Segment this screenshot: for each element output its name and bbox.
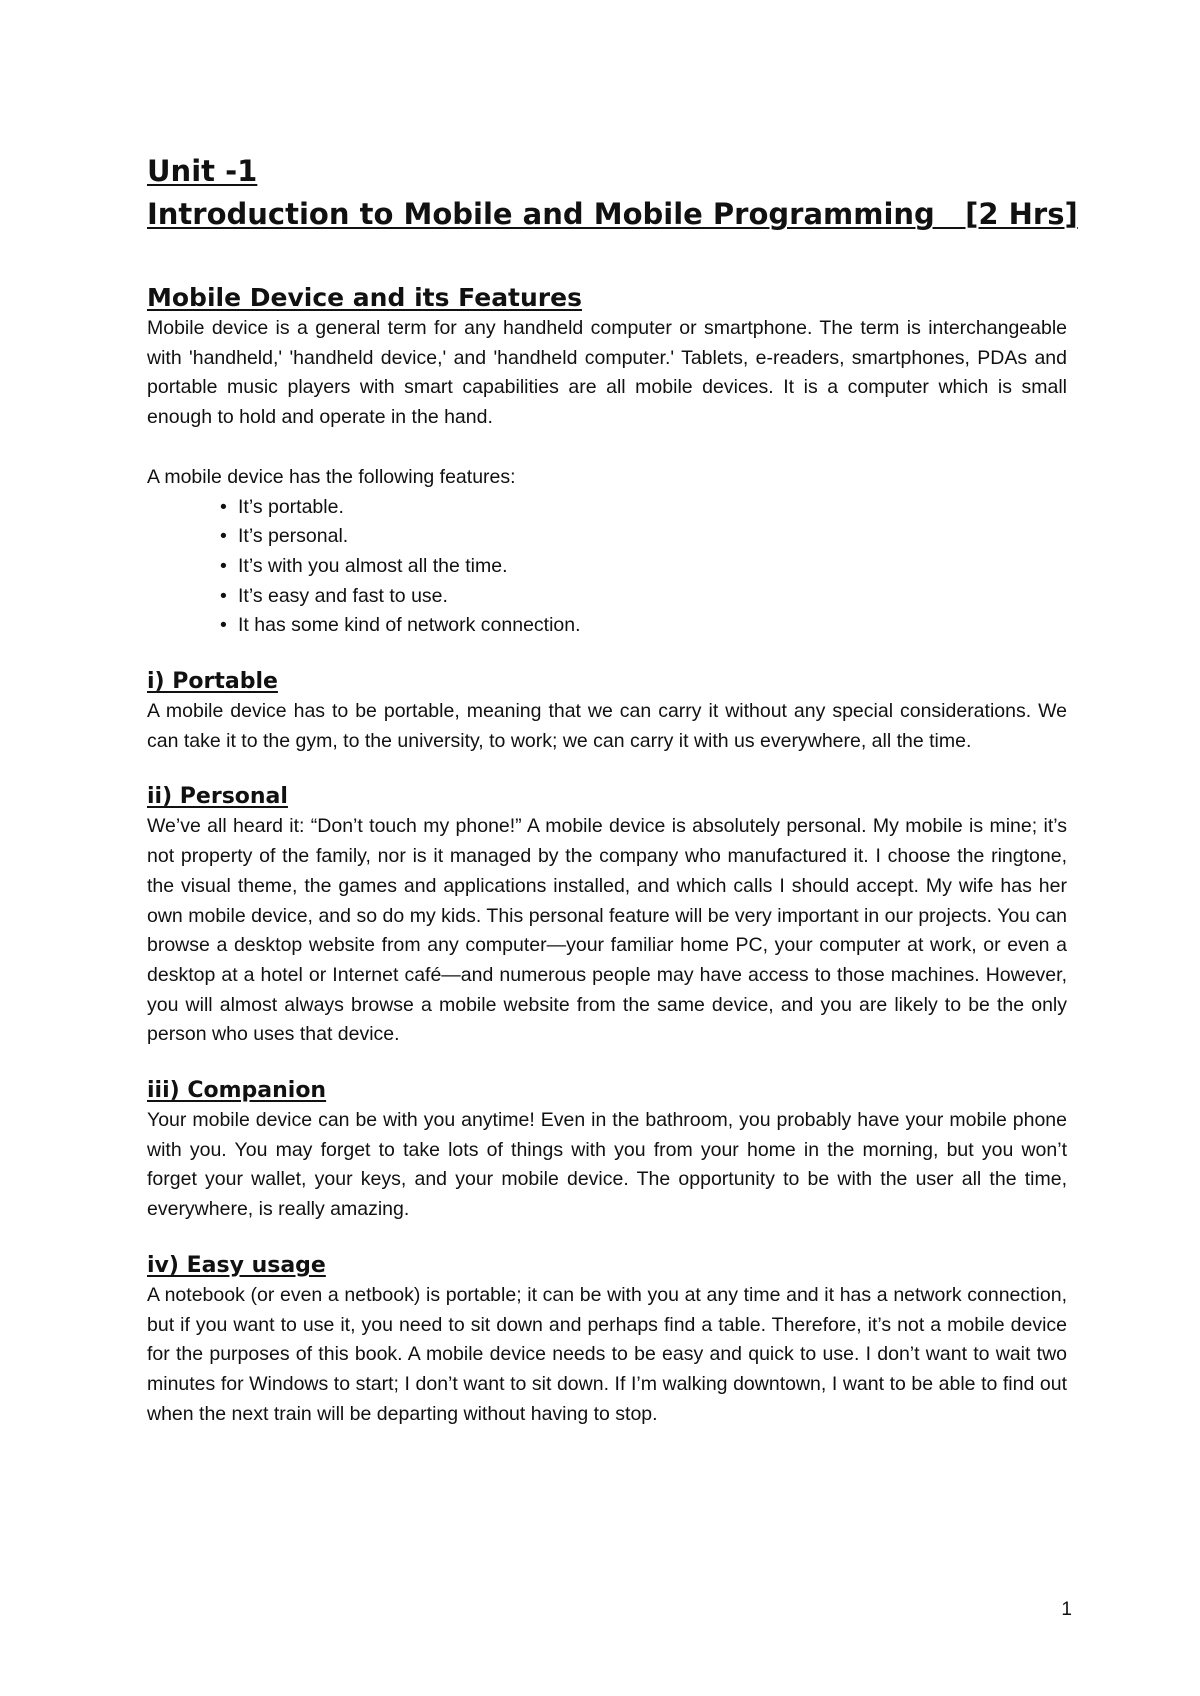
subsection-text-companion: Your mobile device can be with you anytime! Even in the bathroom, you probably have your mobile phone with you. You may forget to take lots of things with you from your home in the morning, but you won’t forget your wallet, your keys, and your mobile device. The opportunity to be with the user all the time, everywhere, is really amazing.	[147, 1109, 1067, 1221]
feature-item: • It’s easy and fast to use.	[220, 582, 1067, 612]
subsection-heading-portable: i) Portable	[147, 669, 278, 695]
section-paragraph: Mobile device is a general term for any handheld computer or smartphone. The term is interchangeable with 'handheld,' 'handheld device,' and 'handheld computer.' Tablets, e-readers, smartphones, PDAs and portable music players with smart capabilities are all mobile devices. It is a computer which is small enough to hold and operate in the hand.	[147, 317, 1067, 429]
subsection-heading-personal: ii) Personal	[147, 784, 288, 810]
feature-item: • It has some kind of network connection.	[220, 611, 1067, 641]
features-intro: A mobile device has the following features:	[147, 465, 516, 488]
subsection-heading-companion: iii) Companion	[147, 1078, 327, 1104]
feature-item: • It’s portable.	[220, 493, 1067, 523]
page-number: 1	[1061, 1599, 1072, 1620]
chapter-title: Introduction to Mobile and Mobile Programming [2 Hrs]	[147, 197, 1078, 231]
subsection-heading-easy-usage: iv) Easy usage	[147, 1252, 326, 1278]
feature-item: • It’s personal.	[220, 522, 1067, 552]
subsection-text-portable: A mobile device has to be portable, meaning that we can carry it without any special considerations. We can take it to the gym, to the university, to work; we can carry it with us everywhere, all the time.	[147, 700, 1067, 752]
section-heading: Mobile Device and its Features	[147, 283, 582, 312]
subsection-text-easy-usage: A notebook (or even a netbook) is portable; it can be with you at any time and it has a network connection, but if you want to use it, you need to sit down and perhaps find a table. Therefore, it’s not a mobile device for the purposes of this book. A mobile device needs to be easy and quick to use. I don’t want to wait two minutes for Windows to start; I don’t want to sit down. If I’m walking downtown, I want to be able to find out when the next train will be departing without having to stop.	[147, 1283, 1067, 1425]
document-page	[147, 150, 1078, 1429]
feature-item: • It’s with you almost all the time.	[220, 552, 1067, 582]
unit-title: Unit -1	[147, 154, 258, 188]
subsection-text-personal: We’ve all heard it: “Don’t touch my phone!” A mobile device is absolutely personal. My mobile is mine; it’s not property of the family, nor is it managed by the company who manufactured it. I choose the ringtone, the visual theme, the games and applications installed, and which calls I should accept. My wife has her own mobile device, and so do my kids. This personal feature will be very important in our projects. You can browse a desktop website from any computer—your familiar home PC, your computer at work, or even a desktop at a hotel or Internet café—and numerous people may have access to those machines. However, you will almost always browse a mobile website from the same device, and you are likely to be the only person who uses that device.	[147, 815, 1067, 1046]
features-list	[147, 493, 1067, 642]
